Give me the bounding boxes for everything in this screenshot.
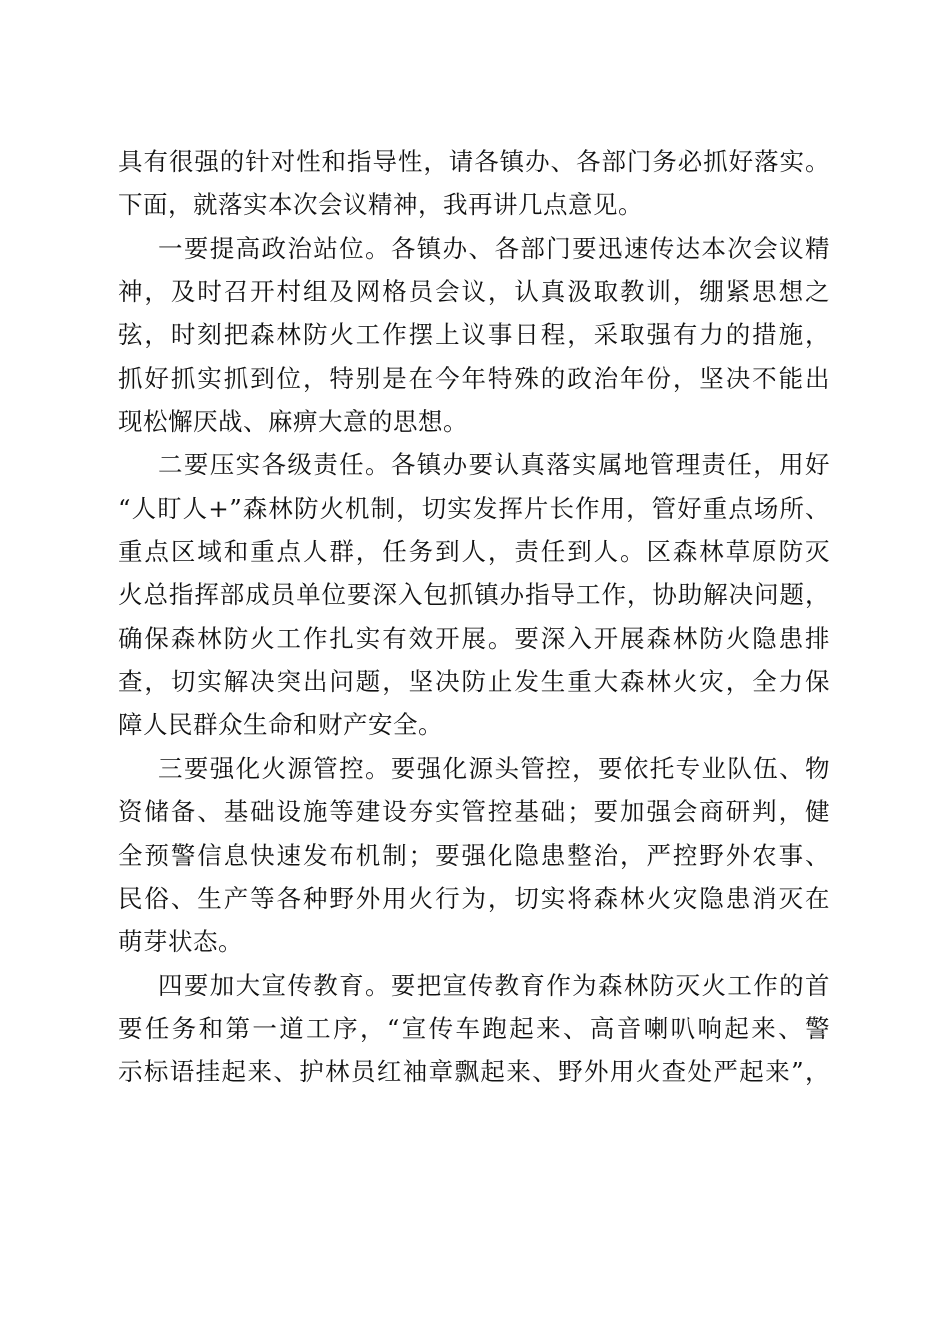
text-line: 二要压实各级责任。各镇办要认真落实属地管理责任，用好: [158, 450, 830, 480]
text-line: 四要加大宣传教育。要把宣传教育作为森林防灭火工作的首: [158, 970, 830, 1000]
text-line: 下面，就落实本次会议精神，我再讲几点意见。: [118, 190, 643, 220]
text-line: 要任务和第一道工序，“宣传车跑起来、高音喇叭响起来、警: [118, 1013, 830, 1043]
text-line: 全预警信息快速发布机制；要强化隐患整治，严控野外农事、: [118, 840, 830, 870]
text-line: 确保森林防火工作扎实有效开展。要深入开展森林防火隐患排: [118, 623, 830, 653]
text-line: 神，及时召开村组及网格员会议，认真汲取教训，绷紧思想之: [118, 277, 830, 307]
text-line: 萌芽状态。: [118, 927, 243, 957]
text-line: 资储备、基础设施等建设夯实管控基础；要加强会商研判，健: [118, 797, 830, 827]
paragraph-intro: [118, 140, 830, 227]
paragraph-point-2: [118, 443, 830, 746]
text-line: 弦，时刻把森林防火工作摆上议事日程，采取强有力的措施，: [118, 320, 830, 350]
paragraph-point-4: [118, 964, 830, 1094]
text-line: 现松懈厌战、麻痹大意的思想。: [118, 407, 468, 437]
text-line: 火总指挥部成员单位要深入包抓镇办指导工作，协助解决问题，: [118, 580, 830, 610]
text-line: 民俗、生产等各种野外用火行为，切实将森林火灾隐患消灭在: [118, 883, 830, 913]
text-line: 查，切实解决突出问题，坚决防止发生重大森林火灾，全力保: [118, 667, 830, 697]
text-line: 抓好抓实抓到位，特别是在今年特殊的政治年份，坚决不能出: [118, 363, 830, 393]
text-line: 障人民群众生命和财产安全。: [118, 710, 443, 740]
text-line: 重点区域和重点人群，任务到人，责任到人。区森林草原防灭: [118, 537, 830, 567]
paragraph-point-3: [118, 747, 830, 964]
text-line: 具有很强的针对性和指导性，请各镇办、各部门务必抓好落实。: [118, 147, 830, 176]
text-line: 一要提高政治站位。各镇办、各部门要迅速传达本次会议精: [158, 233, 830, 263]
text-line: 三要强化火源管控。要强化源头管控，要依托专业队伍、物: [158, 753, 830, 783]
text-line: 示标语挂起来、护林员红袖章飘起来、野外用火查处严起来”，: [118, 1057, 830, 1087]
document-body: [118, 140, 830, 1094]
paragraph-point-1: [118, 227, 830, 444]
text-line: “人盯人+”森林防火机制，切实发挥片长作用，管好重点场所、: [118, 493, 830, 523]
